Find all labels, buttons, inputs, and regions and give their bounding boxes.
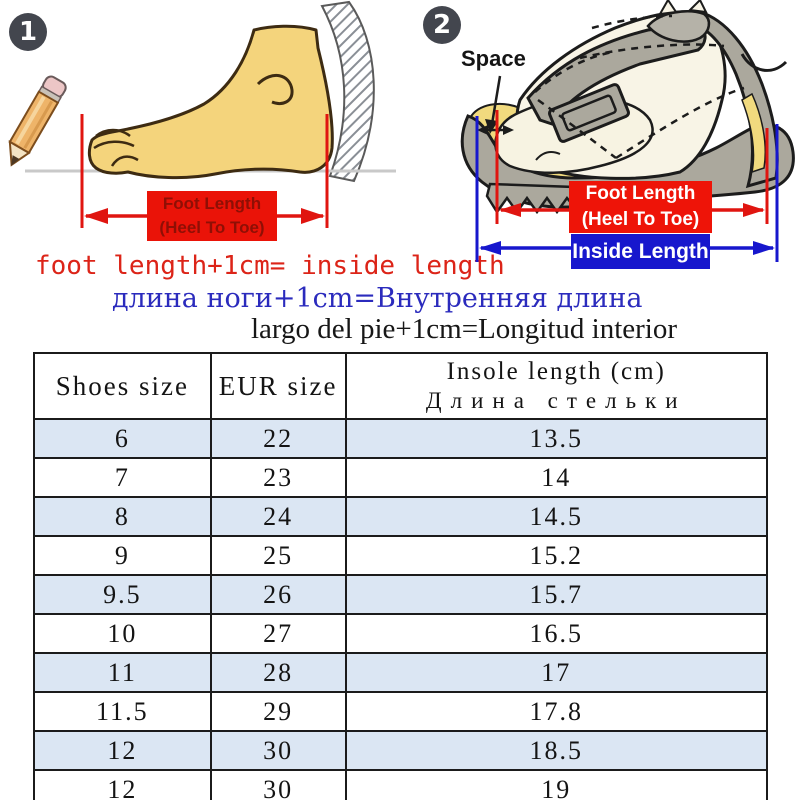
col-header-eur-size: EUR size <box>211 353 346 419</box>
table-row <box>34 692 767 731</box>
cell-shoes-size: 9 <box>34 536 211 575</box>
cell-insole-length: 16.5 <box>346 614 768 653</box>
size-table <box>33 352 768 800</box>
cell-eur-size: 24 <box>211 497 346 536</box>
space-label: Space <box>461 46 526 71</box>
step-1-badge: 1 <box>9 13 47 51</box>
cell-insole-length: 13.5 <box>346 419 768 458</box>
table-row <box>34 731 767 770</box>
arrow-right-icon <box>753 241 775 255</box>
table-row <box>34 653 767 692</box>
foot-length-label-1 <box>147 191 277 241</box>
arrow-left-icon <box>84 208 108 224</box>
step-2-badge: 2 <box>423 6 461 44</box>
cell-shoes-size: 11 <box>34 653 211 692</box>
cell-shoes-size: 8 <box>34 497 211 536</box>
foot-length-text: Foot Length <box>585 183 696 205</box>
cell-insole-length: 19 <box>346 770 768 800</box>
foot-length-label-2 <box>569 181 712 233</box>
cell-insole-length: 15.2 <box>346 536 768 575</box>
table-row <box>34 458 767 497</box>
cell-eur-size: 30 <box>211 770 346 800</box>
inside-length-label: Inside Length <box>571 234 710 269</box>
cell-eur-size: 29 <box>211 692 346 731</box>
cell-insole-length: 14.5 <box>346 497 768 536</box>
illustration-layer <box>0 0 800 350</box>
heel-to-toe-text: (Heel To Toe) <box>581 209 700 230</box>
insole-header-ru: Длина стельки <box>425 388 687 413</box>
col-header-shoes-size: Shoes size <box>34 353 211 419</box>
size-conversion-table <box>33 352 768 800</box>
cell-insole-length: 17.8 <box>346 692 768 731</box>
cell-insole-length: 15.7 <box>346 575 768 614</box>
cell-insole-length: 18.5 <box>346 731 768 770</box>
table-row <box>34 770 767 800</box>
cell-shoes-size: 12 <box>34 770 211 800</box>
cell-shoes-size: 11.5 <box>34 692 211 731</box>
formula-spanish: largo del pie+1cm=Longitud interior <box>251 313 677 345</box>
cell-eur-size: 23 <box>211 458 346 497</box>
cell-eur-size: 25 <box>211 536 346 575</box>
arrow-left-icon <box>479 241 501 255</box>
table-row <box>34 614 767 653</box>
foot-length-text: Foot Length <box>162 194 262 214</box>
cell-shoes-size: 6 <box>34 419 211 458</box>
table-row <box>34 575 767 614</box>
table-row <box>34 419 767 458</box>
heel-to-toe-text: (Heel To Toe) <box>159 218 265 237</box>
cell-eur-size: 22 <box>211 419 346 458</box>
table-row <box>34 497 767 536</box>
cell-eur-size: 30 <box>211 731 346 770</box>
cell-insole-length: 17 <box>346 653 768 692</box>
table-row <box>34 536 767 575</box>
cell-eur-size: 26 <box>211 575 346 614</box>
arrow-right-icon <box>743 203 765 217</box>
arrow-right-icon <box>301 208 325 224</box>
cell-eur-size: 27 <box>211 614 346 653</box>
cell-shoes-size: 7 <box>34 458 211 497</box>
pencil-icon <box>0 74 68 170</box>
cell-shoes-size: 12 <box>34 731 211 770</box>
col-header-insole-length <box>346 353 768 419</box>
cell-insole-length: 14 <box>346 458 768 497</box>
foot-shape <box>89 26 332 177</box>
cell-eur-size: 28 <box>211 653 346 692</box>
cell-shoes-size: 10 <box>34 614 211 653</box>
insole-header-en: Insole length (cm) <box>446 358 666 385</box>
formula-russian: длина ноги+1cm=Внутренняя длина <box>112 283 643 314</box>
cell-shoes-size: 9.5 <box>34 575 211 614</box>
table-header-row <box>34 353 767 419</box>
formula-english: foot length+1cm= inside length <box>35 251 505 281</box>
